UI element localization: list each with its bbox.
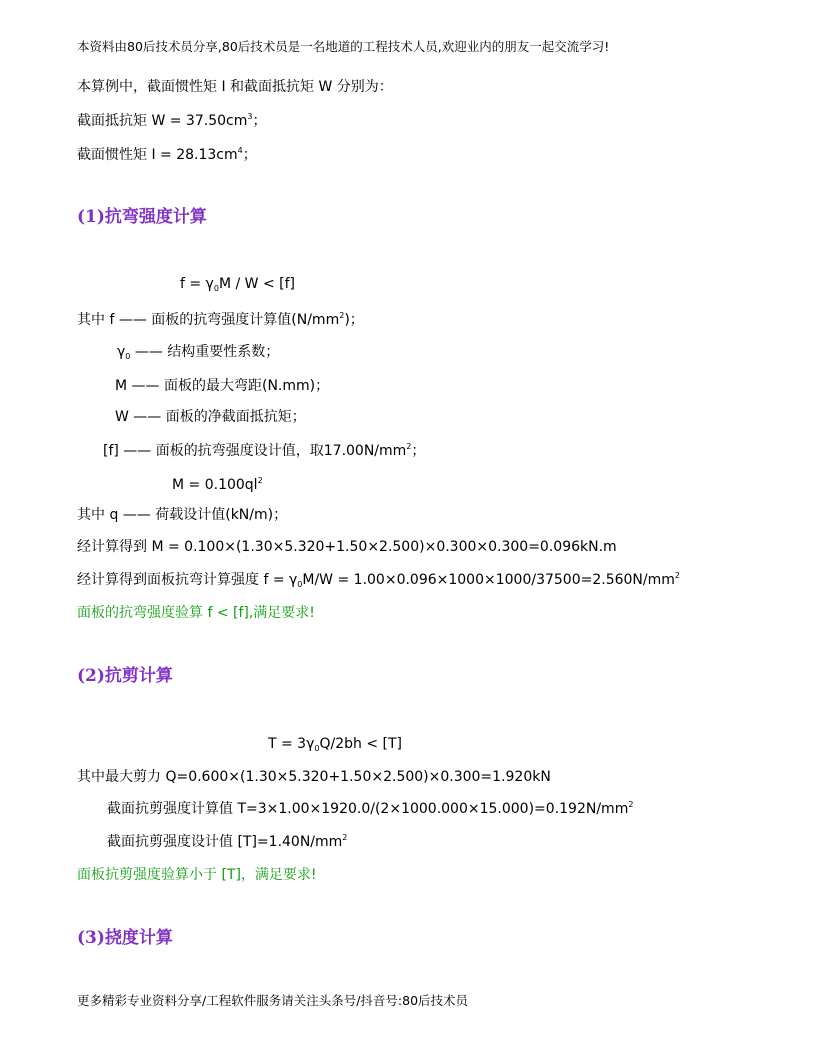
section3-title: (3)挠度计算 (77, 928, 173, 948)
moment-inertia-line (77, 146, 257, 164)
def-fd (103, 442, 425, 460)
shear-formula-sub: 0 (314, 744, 320, 753)
moment-inertia-text: 截面惯性矩 I = 28.13cm (77, 147, 238, 163)
shear-formula-b: Q/2bh < [T] (319, 736, 402, 752)
calc-f-sub: 0 (297, 580, 303, 589)
page-footer: 更多精彩专业资料分享/工程软件服务请关注头条号/抖音号:80后技术员 (77, 993, 469, 1008)
def-gamma (117, 343, 279, 361)
bending-formula-a: f = γ (180, 276, 214, 292)
calc-f (77, 571, 680, 589)
bending-formula (180, 275, 295, 293)
def-f-exp: 2 (339, 311, 345, 320)
def-q: 其中 q —— 荷载设计值(kN/m)； (77, 507, 288, 523)
T-design-text: 截面抗剪强度设计值 [T]=1.40N/mm (107, 834, 343, 850)
calc-f-b: M/W = 1.00×0.096×1000×1000/37500=2.560N/mm (302, 572, 675, 588)
M-formula-exp: 2 (257, 476, 263, 485)
def-gamma-sub: 0 (125, 352, 131, 361)
shear-result: 面板抗剪强度验算小于 [T]，满足要求! (77, 867, 317, 883)
def-f (77, 311, 364, 329)
section2-title: (2)抗剪计算 (77, 666, 173, 686)
bending-formula-b: M / W < [f] (218, 276, 295, 292)
M-formula-text: M = 0.100ql (172, 477, 258, 493)
section-modulus-text: 截面抵抗矩 W = 37.50cm (77, 113, 248, 129)
section-modulus-exp: 3 (247, 112, 253, 121)
def-gamma-a: γ (117, 344, 126, 360)
def-M: M —— 面板的最大弯距(N.mm)； (115, 378, 330, 394)
section-modulus-line (77, 112, 266, 130)
def-f-end: )； (344, 312, 364, 328)
T-calc (107, 800, 633, 818)
shear-formula (268, 735, 402, 753)
def-W: W —— 面板的净截面抵抗矩； (115, 409, 306, 425)
calc-f-a: 经计算得到面板抗弯计算强度 f = γ (77, 572, 298, 588)
T-calc-exp: 2 (628, 800, 634, 809)
def-fd-text: [f] —— 面板的抗弯强度设计值，取17.00N/mm (103, 443, 407, 459)
section-modulus-end: ； (252, 113, 267, 129)
bending-formula-sub: 0 (213, 284, 219, 293)
T-calc-text: 截面抗剪强度计算值 T=3×1.00×1920.0/(2×1000.000×15.000)=0.192N/mm (107, 801, 629, 817)
Q-line: 其中最大剪力 Q=0.600×(1.30×5.320+1.50×2.500)×0.300=1.920kN (77, 769, 551, 785)
def-f-text: 其中 f —— 面板的抗弯强度计算值(N/mm (77, 312, 340, 328)
T-design (107, 833, 347, 851)
M-formula (172, 476, 263, 494)
moment-inertia-exp: 4 (237, 146, 243, 155)
bending-result: 面板的抗弯强度验算 f < [f],满足要求! (77, 605, 315, 621)
calc-M: 经计算得到 M = 0.100×(1.30×5.320+1.50×2.500)×0.300×0.300=0.096kN.m (77, 539, 617, 555)
intro-text: 本算例中，截面惯性矩 I 和截面抵抗矩 W 分别为： (77, 79, 393, 95)
page-header: 本资料由80后技术员分享,80后技术员是一名地道的工程技术人员,欢迎业内的朋友一起交流学习! (77, 39, 610, 54)
def-fd-exp: 2 (406, 442, 412, 451)
def-fd-end: ； (411, 443, 426, 459)
calc-f-exp: 2 (674, 571, 680, 580)
T-design-exp: 2 (342, 833, 348, 842)
moment-inertia-end: ； (242, 147, 257, 163)
def-gamma-b: —— 结构重要性系数； (130, 344, 280, 360)
section1-title: (1)抗弯强度计算 (77, 207, 207, 227)
shear-formula-a: T = 3γ (268, 736, 315, 752)
